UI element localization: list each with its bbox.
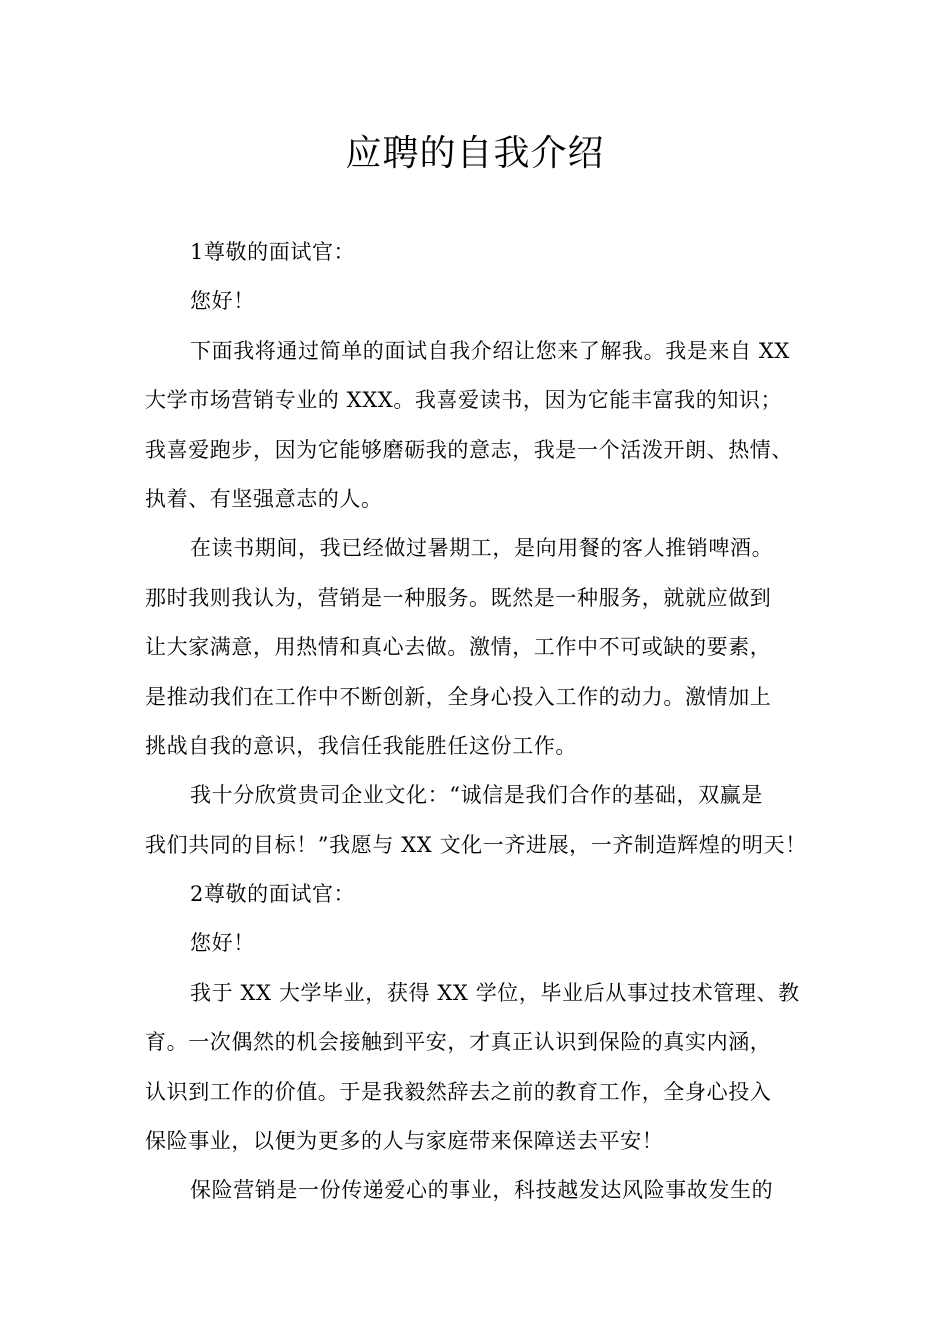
text-line: 育。一次偶然的机会接触到平安，才真正认识到保险的真实内涵，: [145, 1030, 772, 1055]
text-line: 我们共同的目标！”我愿与 XX 文化一齐进展，一齐制造辉煌的明天！: [145, 832, 807, 857]
text-line: 您好！: [190, 931, 255, 956]
text-line: 认识到工作的价值。于是我毅然辞去之前的教育工作，全身心投入: [145, 1079, 772, 1104]
document-body: [145, 228, 825, 1216]
text-line: 大学市场营销专业的 XXX。我喜爱读书，因为它能丰富我的知识；: [145, 388, 783, 413]
text-line: 1尊敬的面试官：: [190, 240, 356, 264]
text-line: 2尊敬的面试官：: [190, 882, 356, 907]
text-line: 保险事业，以便为更多的人与家庭带来保障送去平安！: [145, 1129, 664, 1154]
text-line: 保险营销是一份传递爱心的事业，科技越发达风险事故发生的: [190, 1178, 774, 1203]
text-line: 下面我将通过简单的面试自我介绍让您来了解我。我是来自 XX: [190, 338, 790, 363]
text-line: 我十分欣赏贵司企业文化：“诚信是我们合作的基础，双赢是: [190, 783, 763, 808]
document-title: 应聘的自我介绍: [345, 133, 605, 174]
text-line: 您好！: [190, 289, 255, 314]
text-line: 我喜爱跑步，因为它能够磨砺我的意志，我是一个活泼开朗、热情、: [145, 437, 793, 462]
text-line: 挑战自我的意识，我信任我能胜任这份工作。: [145, 733, 577, 758]
text-line: 在读书期间，我已经做过暑期工，是向用餐的客人推销啤酒。: [190, 536, 774, 561]
text-line: 我于 XX 大学毕业，获得 XX 学位，毕业后从事过技术管理、教: [190, 980, 800, 1005]
text-line: 是推动我们在工作中不断创新，全身心投入工作的动力。激情加上: [145, 684, 772, 709]
text-line: 执着、有坚强意志的人。: [145, 486, 383, 511]
text-line: 那时我则我认为，营销是一种服务。既然是一种服务，就就应做到: [145, 585, 772, 610]
text-line: 让大家满意，用热情和真心去做。激情，工作中不可或缺的要素，: [145, 635, 772, 660]
